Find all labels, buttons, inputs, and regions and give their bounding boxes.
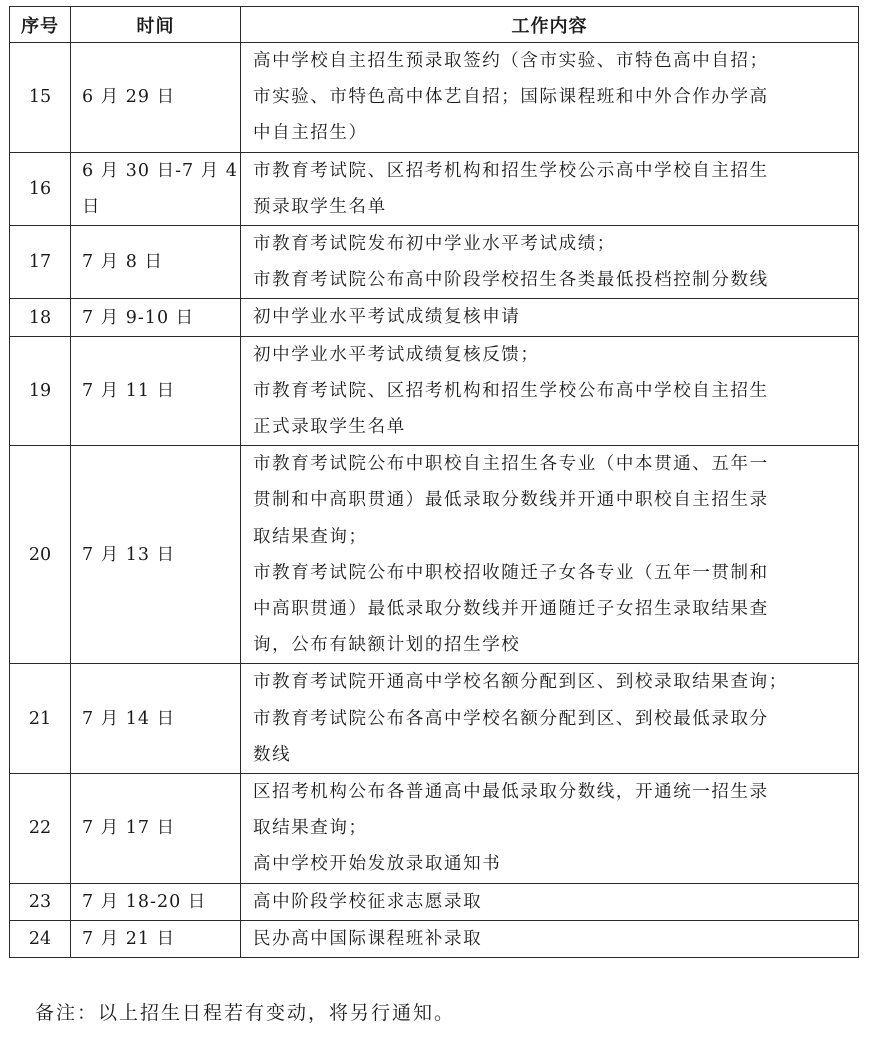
work-line: 取结果查询； (253, 526, 368, 547)
work-line: 市教育考试院开通高中学校名额分配到区、到校录取结果查询； (253, 672, 788, 693)
work-line: 初中学业水平考试成绩复核反馈； (253, 344, 540, 365)
row-date (71, 152, 241, 225)
table-row (10, 446, 859, 664)
table-row (10, 43, 859, 153)
row-number: 17 (10, 226, 71, 299)
table-row (10, 664, 859, 774)
header-row (10, 7, 859, 43)
work-line: 市教育考试院公布中职校自主招生各专业（中本贯通、五年一 (253, 454, 769, 475)
row-date (71, 226, 241, 299)
header-no: 序号 (10, 7, 71, 43)
row-date (71, 336, 241, 446)
work-line: 高中阶段学校征求志愿录取 (253, 891, 483, 912)
row-date (71, 920, 241, 957)
work-line: 贯制和中高职贯通）最低录取分数线并开通中职校自主招生录 (253, 490, 769, 511)
row-number: 21 (10, 664, 71, 774)
date-line: 7 月 9-10 日 (82, 307, 195, 328)
row-date (71, 883, 241, 920)
work-line: 市教育考试院、区招考机构和招生学校公布高中学校自主招生 (253, 380, 769, 401)
date-line: 7 月 18-20 日 (82, 891, 207, 912)
row-number: 22 (10, 774, 71, 884)
row-work (241, 446, 859, 664)
work-line: 高中学校自主招生预录取签约（含市实验、市特色高中自招； (253, 51, 769, 71)
row-number: 15 (10, 43, 71, 153)
table-row (10, 883, 859, 920)
table-row (10, 336, 859, 446)
table-body (10, 43, 859, 958)
work-line: 民办高中国际课程班补录取 (253, 928, 483, 949)
row-number: 23 (10, 883, 71, 920)
row-work (241, 920, 859, 957)
work-line: 市教育考试院发布初中学业水平考试成绩； (253, 234, 616, 255)
row-number: 20 (10, 446, 71, 664)
table-row (10, 299, 859, 336)
row-number: 16 (10, 152, 71, 225)
date-line: 7 月 17 日 (82, 818, 176, 839)
work-line: 市教育考试院公布中职校招收随迁子女各专业（五年一贯制和 (253, 562, 769, 583)
work-line: 中自主招生） (253, 123, 368, 144)
date-line: 7 月 11 日 (82, 380, 176, 401)
work-line: 取结果查询； (253, 818, 368, 839)
date-line: 7 月 21 日 (82, 928, 176, 949)
footnote: 备注：以上招生日程若有变动，将另行通知。 (35, 1002, 456, 1024)
row-work (241, 43, 859, 153)
work-line: 市教育考试院公布高中阶段学校招生各类最低投档控制分数线 (253, 270, 769, 291)
row-work (241, 664, 859, 774)
work-line: 询，公布有缺额计划的招生学校 (253, 635, 521, 656)
schedule-table (9, 6, 859, 958)
date-line: 7 月 8 日 (82, 252, 163, 273)
table-row (10, 920, 859, 957)
row-work (241, 774, 859, 884)
date-line: 7 月 14 日 (82, 708, 176, 729)
row-date (71, 774, 241, 884)
row-number: 24 (10, 920, 71, 957)
row-work (241, 226, 859, 299)
header-work: 工作内容 (241, 7, 859, 43)
table-header (10, 7, 859, 43)
row-work (241, 299, 859, 336)
work-line: 中高职贯通）最低录取分数线并开通随迁子女招生录取结果查 (253, 599, 769, 620)
row-work (241, 152, 859, 225)
row-number: 18 (10, 299, 71, 336)
work-line: 市教育考试院、区招考机构和招生学校公示高中学校自主招生 (253, 160, 769, 181)
date-line: 日 (82, 196, 101, 217)
row-number: 19 (10, 336, 71, 446)
work-line: 区招考机构公布各普通高中最低录取分数线，开通统一招生录 (253, 782, 769, 803)
row-date (71, 664, 241, 774)
table-row (10, 152, 859, 225)
date-line: 6 月 29 日 (82, 87, 176, 108)
row-date (71, 43, 241, 153)
date-line: 7 月 13 日 (82, 544, 176, 565)
work-line: 初中学业水平考试成绩复核申请 (253, 307, 521, 328)
table-row (10, 774, 859, 884)
date-line: 6 月 30 日-7 月 4 (82, 160, 238, 181)
work-line: 预录取学生名单 (253, 196, 387, 217)
row-date (71, 446, 241, 664)
work-line: 市实验、市特色高中体艺自招；国际课程班和中外合作办学高 (253, 87, 769, 108)
table-row (10, 226, 859, 299)
row-date (71, 299, 241, 336)
row-work (241, 883, 859, 920)
work-line: 高中学校开始发放录取通知书 (253, 854, 502, 875)
row-work (241, 336, 859, 446)
work-line: 市教育考试院公布各高中学校名额分配到区、到校最低录取分 (253, 708, 769, 729)
work-line: 正式录取学生名单 (253, 417, 406, 438)
header-date: 时间 (71, 7, 241, 43)
work-line: 数线 (253, 744, 292, 765)
